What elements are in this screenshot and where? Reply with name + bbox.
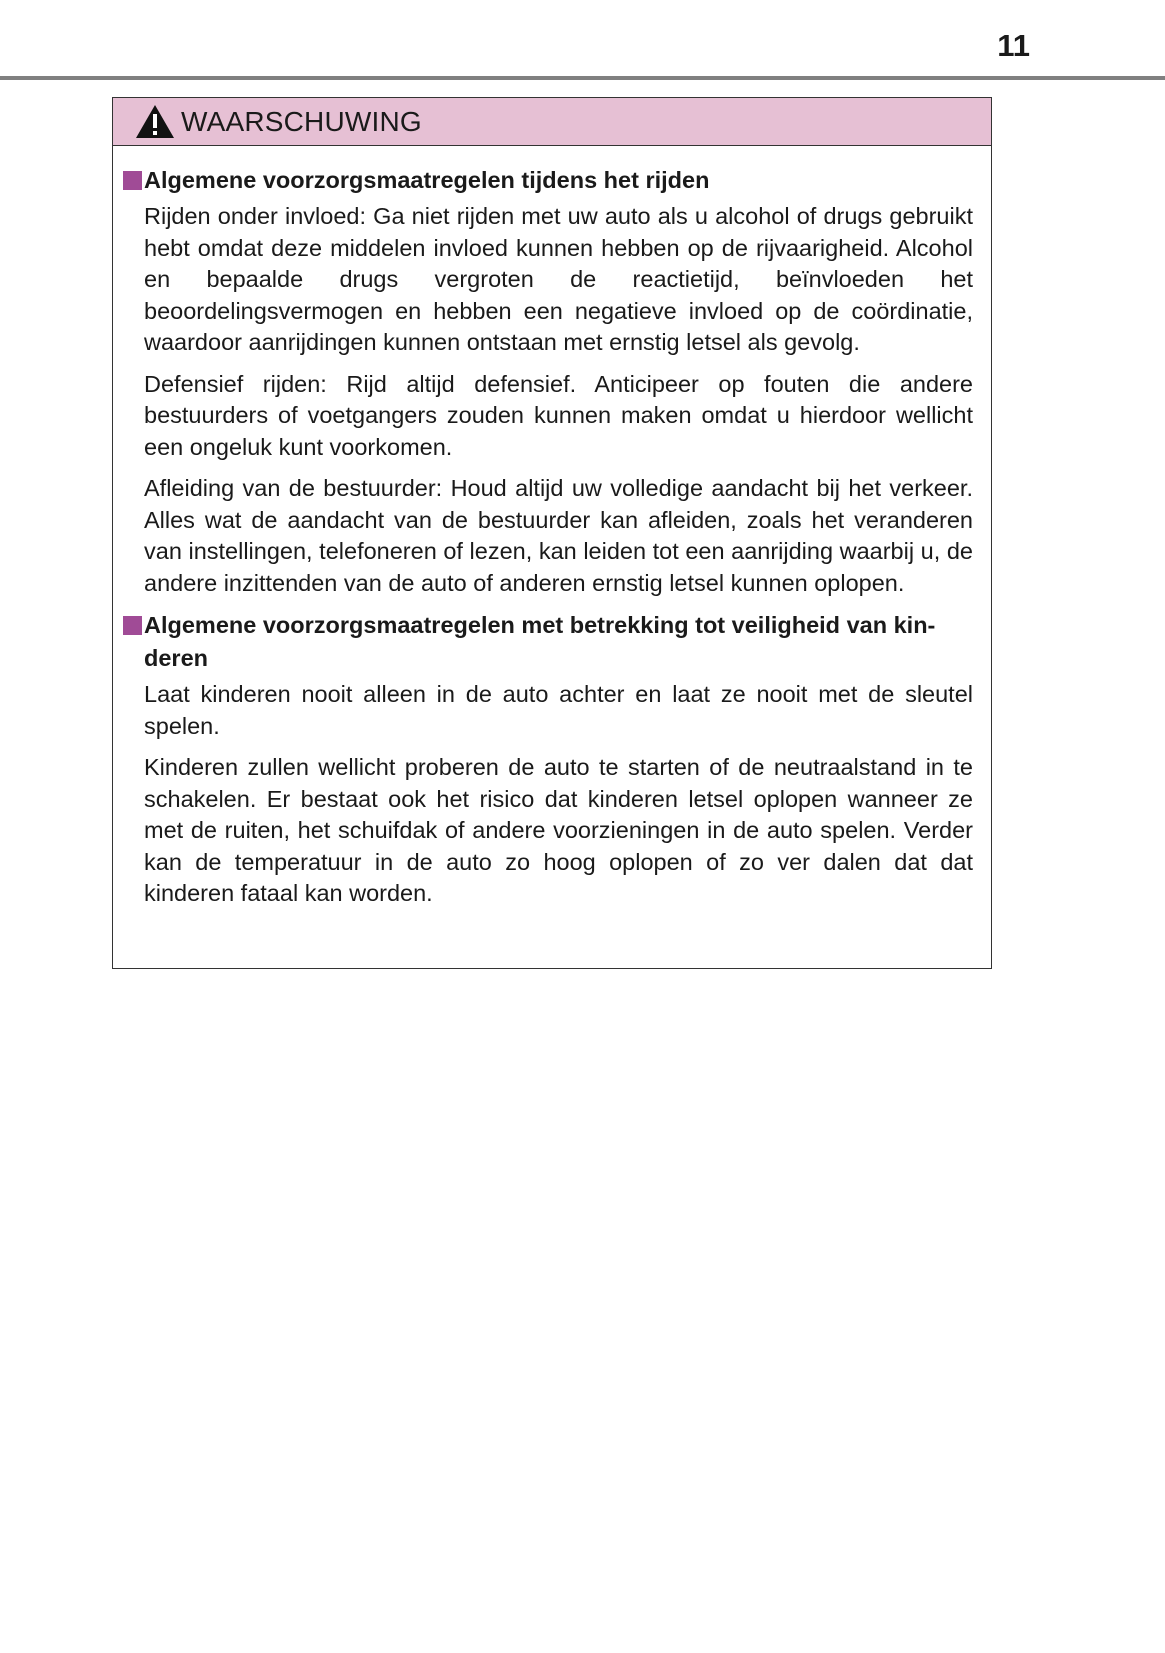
warning-content <box>113 146 991 910</box>
warning-header <box>113 98 991 146</box>
warning-triangle-icon <box>135 104 175 139</box>
paragraph: Rijden onder invloed: Ga niet rijden met uw auto als u alcohol of drugs gebruikt hebt omdat deze middelen invloed kunnen hebben op de rijvaarigheid. Alcohol en bepaalde drugs vergroten de reactietijd, beïnvloeden het beoordelingsvermogen en hebben een negatieve invloed op de coördinatie, waardoor aanrijdingen kunnen ontstaan met ernstig letsel als gevolg. <box>144 203 973 355</box>
section-heading-text: Algemene voorzorgsmaatregelen met betrekking tot veiligheid van kinderen <box>144 612 936 671</box>
header-rule <box>0 76 1165 80</box>
paragraph: Defensief rijden: Rijd altijd defensief. Anticipeer op fouten die andere bestuurders of voetgangers zouden kunnen maken omdat u hierdoor wellicht een ongeluk kunt voorkomen. <box>144 370 973 460</box>
paragraph: Kinderen zullen wellicht proberen de auto te starten of de neutraalstand in te schakelen. Er bestaat ook het risico dat kinderen letsel oplopen wanneer ze met de ruiten, het schuifdak of andere voorzieningen in de auto spelen. Verder kan de temperatuur in de auto zo hoog oplopen of zo ver dalen dat dat kinderen fataal kan worden. <box>144 754 973 906</box>
section-driving <box>123 164 973 599</box>
square-bullet-icon <box>123 616 142 635</box>
page-number: 11 <box>997 28 1030 63</box>
paragraph: Laat kinderen nooit alleen in de auto achter en laat ze nooit met de sleutel spelen. <box>144 681 973 739</box>
warning-title: WAARSCHUWING <box>181 105 422 137</box>
section-heading-text: Algemene voorzorgsmaatregelen tijdens het rijden <box>144 167 710 193</box>
section-heading <box>123 609 973 675</box>
paragraph: Afleiding van de bestuurder: Houd altijd uw volledige aandacht bij het verkeer. Alles wat de aandacht van de bestuurder kan afleiden, zoals het veranderen van instellingen, telefoneren of lezen, kan leiden tot een aanrijding waarbij u, de andere inzittenden van de auto of anderen ernstig letsel kunnen oplopen. <box>144 475 973 596</box>
square-bullet-icon <box>123 171 142 190</box>
section-children <box>123 609 973 910</box>
section-heading <box>123 164 973 197</box>
warning-box <box>112 97 992 969</box>
